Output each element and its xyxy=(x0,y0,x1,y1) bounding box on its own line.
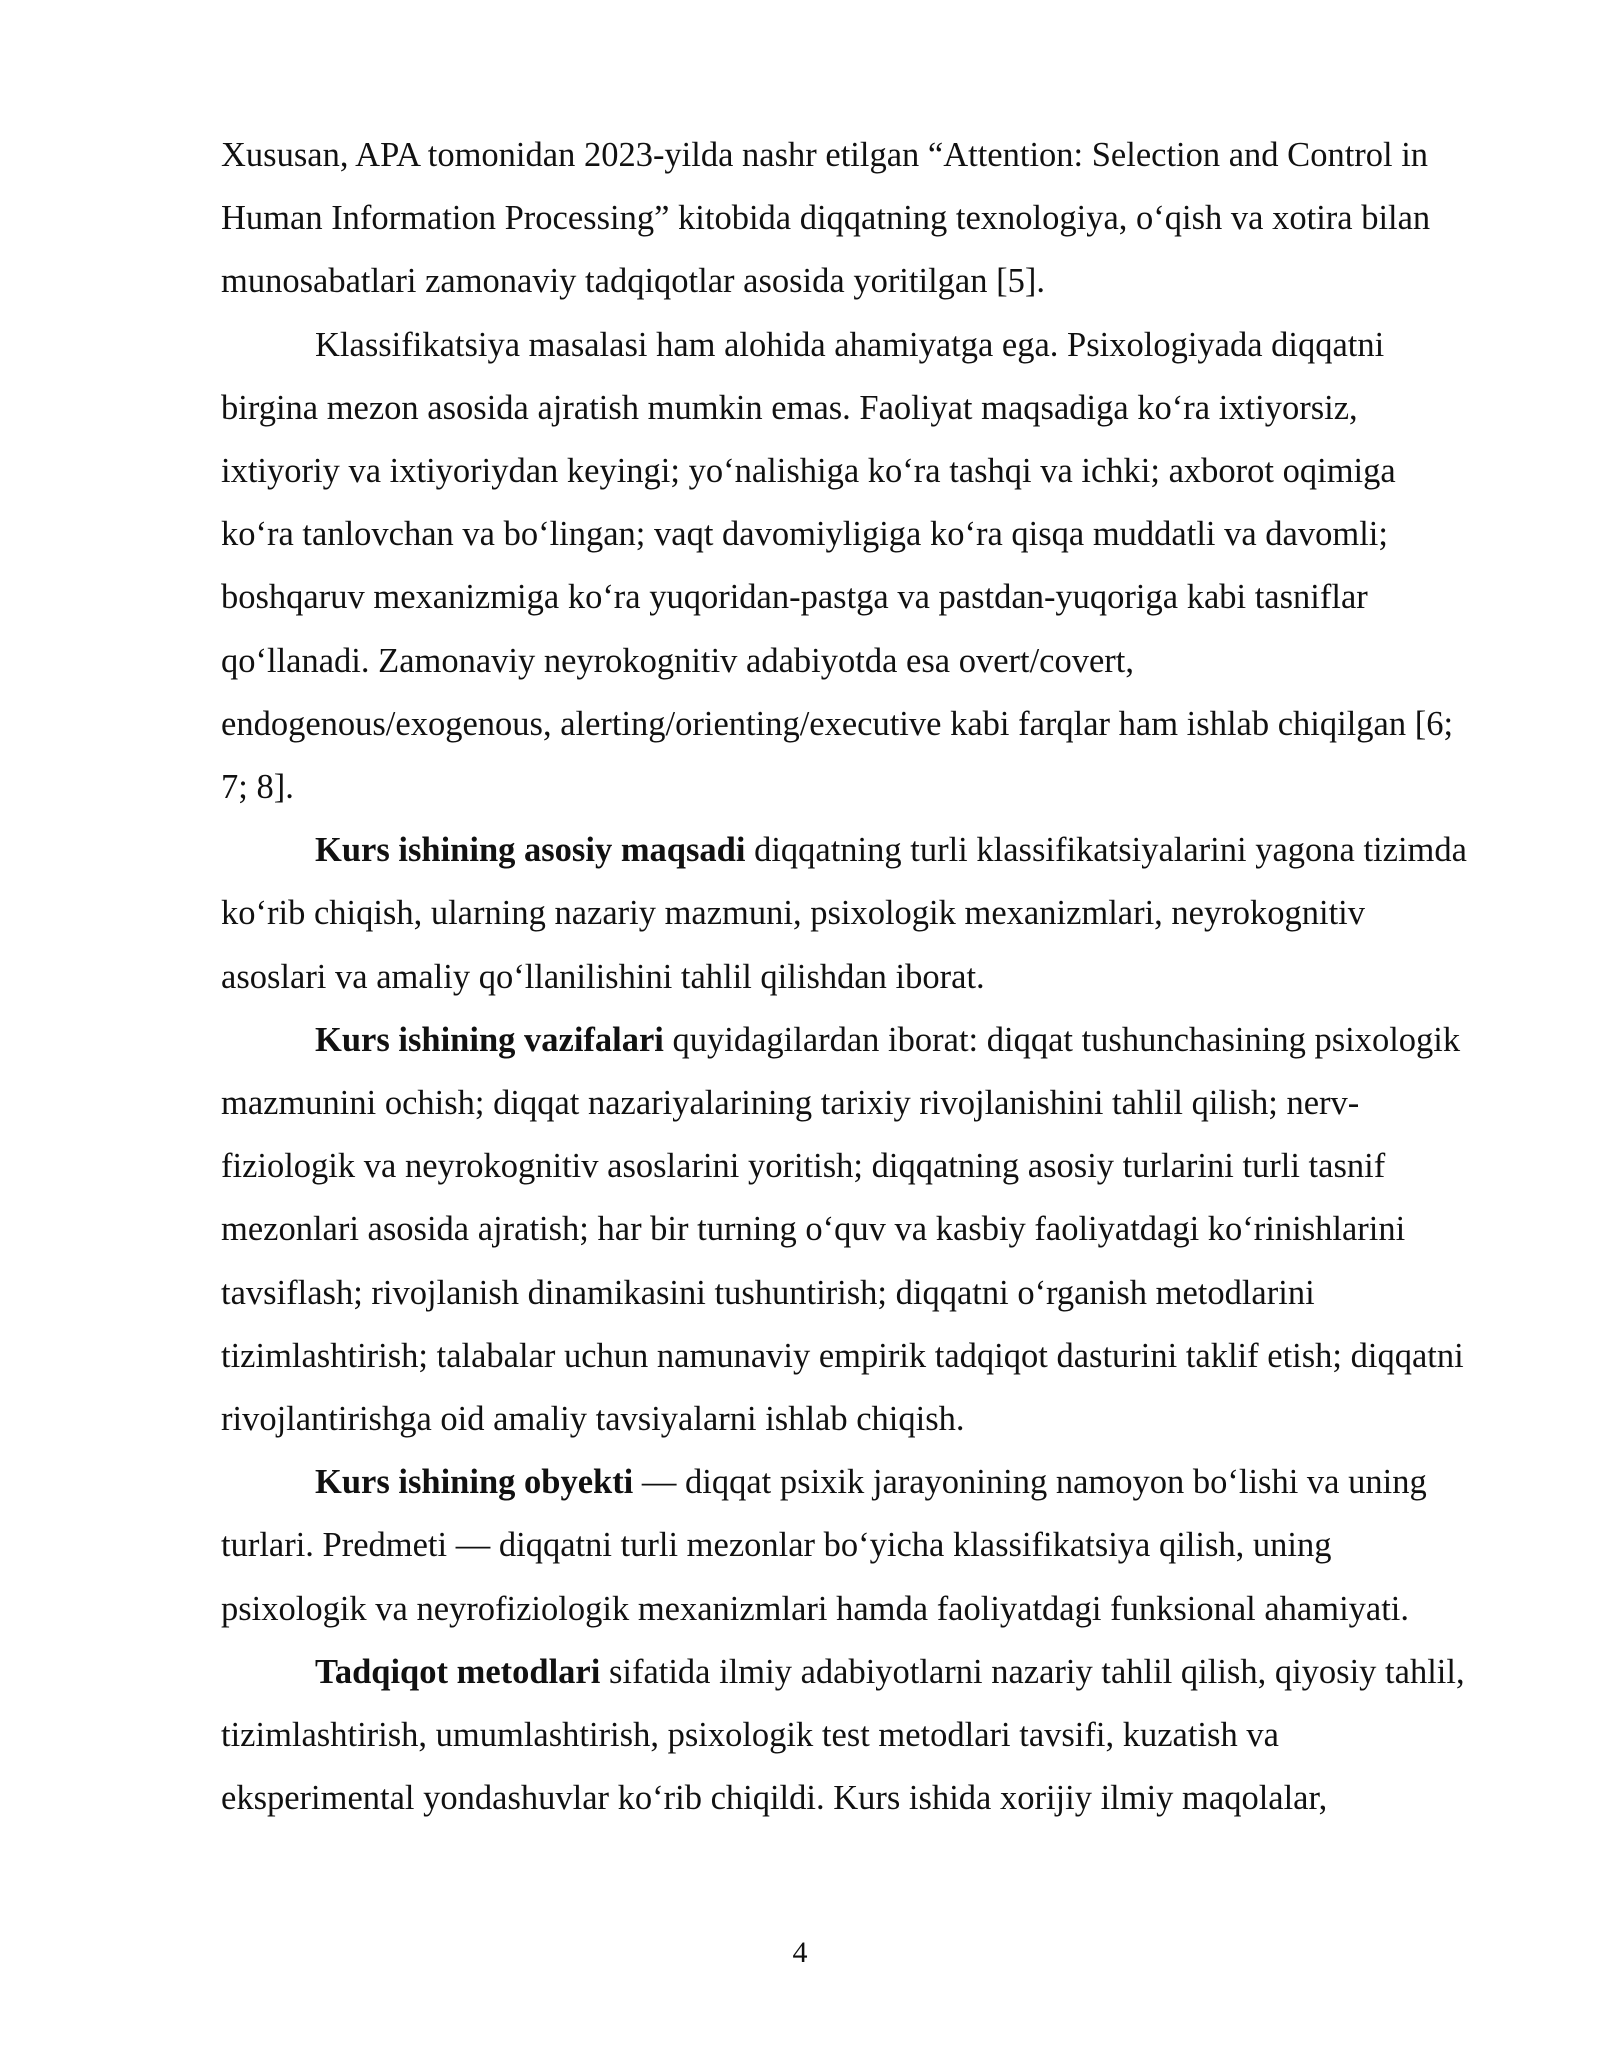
paragraph-text: — diqqat psixik jarayonining namoyon bo‘lishi va uning turlari. Predmeti — diqqatni turli mezonlar bo‘yicha klassifikatsiya qilish, uning psixologik va neyrofiziologik mexanizmlari hamda faoliyatdagi funksional ahamiyati. xyxy=(221,1463,1427,1628)
paragraph-text: Klassifikatsiya masalasi ham alohida ahamiyatga ega. Psixologiyada diqqatni birgina mezon asosida ajratish mumkin emas. Faoliyat maqsadiga ko‘ra ixtiyorsiz, ixtiyoriy va ixtiyoriydan keyingi; yo‘nalishiga ko‘ra tashqi va ichki; axborot oqimiga ko‘ra tanlovchan va bo‘lingan; vaqt davomiyligiga ko‘ra qisqa muddatli va davomli; boshqaruv mexanizmiga ko‘ra yuqoridan-pastga va pastdan-yuqoriga kabi tasniflar qo‘llanadi. Zamonaviy neyrokognitiv adabiyotda esa overt/covert, endogenous/exogenous, alerting/orienting/executive kabi farqlar ham ishlab chiqilgan [6; 7; 8]. xyxy=(221,325,1454,807)
paragraph-heading: Tadqiqot metodlari xyxy=(315,1652,601,1691)
paragraph-heading: Kurs ishining asosiy maqsadi xyxy=(315,831,746,870)
paragraph-text: diqqatning turli klassifikatsiyalarini yagona tizimda ko‘rib chiqish, ularning nazariy mazmuni, psixologik mexanizmlari, neyrokognitiv asoslari va amaliy qo‘llanilishini tahlil qilishdan iborat. xyxy=(221,831,1467,996)
paragraph-tasks xyxy=(221,1009,1469,1451)
paragraph-heading: Kurs ishining vazifalari xyxy=(315,1020,664,1059)
document-body xyxy=(221,124,1469,1830)
paragraph-text: sifatida ilmiy adabiyotlarni nazariy tahlil qilish, qiyosiy tahlil, tizimlashtirish, umumlashtirish, psixologik test metodlari tavsifi, kuzatish va eksperimental yondashuvlar ko‘rib chiqildi. Kurs ishida xorijiy ilmiy maqolalar, xyxy=(221,1652,1465,1818)
paragraph-text: quyidagilardan iborat: diqqat tushunchasining psixologik mazmunini ochish; diqqat nazariyalarining tarixiy rivojlanishini tahlil qilish; nerv-fiziologik va neyrokognitiv asoslarini yoritish; diqqatning asosiy turlarini turli tasnif mezonlari asosida ajratish; har bir turning o‘quv va kasbiy faoliyatdagi ko‘rinishlarini tavsiflash; rivojlanish dinamikasini tushuntirish; diqqatni o‘rganish metodlarini tizimlashtirish; talabalar uchun namunaviy empirik tadqiqot dasturini taklif etish; diqqatni rivojlantirishga oid amaliy tavsiyalarni ishlab chiqish. xyxy=(221,1020,1464,1439)
paragraph-heading: Kurs ishining obyekti xyxy=(315,1463,634,1502)
paragraph-classification xyxy=(221,314,1469,820)
paragraph-methods xyxy=(221,1641,1469,1831)
paragraph-object xyxy=(221,1451,1469,1641)
paragraph-intro xyxy=(221,124,1469,314)
paragraph-text: Xususan, APA tomonidan 2023-yilda nashr etilgan “Attention: Selection and Control in Human Information Processing” kitobida diqqatning texnologiya, o‘qish va xotira bilan munosabatlari zamonaviy tadqiqotlar asosida yoritilgan [5]. xyxy=(221,136,1431,301)
page-number: 4 xyxy=(792,1936,808,1969)
paragraph-goal xyxy=(221,819,1469,1009)
